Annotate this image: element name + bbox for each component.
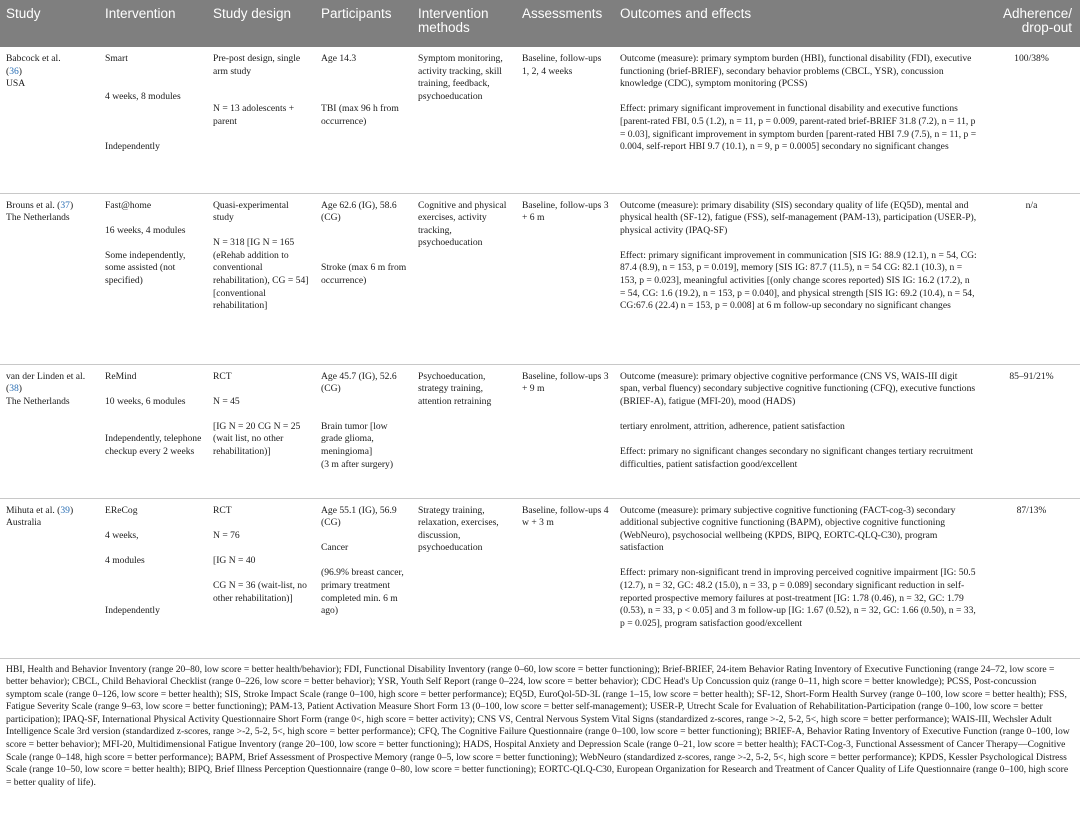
cell-text: [IG N = 40 [213,554,256,566]
outcomes-cell [614,193,982,364]
header-outcomes: Outcomes and effects [620,6,752,21]
cell-text: Effect: primary significant improvement in functional disability and executive functions [parent-rated FBI, 0.5 (1.2), n = 11, p = 0.009, parent-rated brief-BRIEF 31.8 (7.2), n = 11, p = 0.03], significant improvement in symptom burden [parent-rated HBI 7.9 (7.5), n = 11, p = 0.004, self-report HBI 9.7 (10.1), n = 9, p = 0.0005] secondary no significant changes [620,103,977,153]
header-adherence: Adherence/ drop-out [1002,6,1072,36]
cell-text: Age 62.6 (IG), 58.6 (CG) [321,199,397,224]
cell-text: CG N = 36 (wait-list, no other rehabilitation)] [213,580,307,604]
table-row [0,498,1080,658]
table-row [0,47,1080,193]
cell-text: Age 14.3 [321,53,357,64]
assessments-cell: Baseline, follow-ups 4 w + 3 m [516,498,614,658]
cell-text: Outcome (measure): primary objective cognitive performance (CNS VS, WAIS-III digit span, verbal fluency) secondary subjective cognitive functioning (CFQ), executive functions (BRIEF-A), fatigue (MFI-20), mood (HADS) [620,370,976,407]
cell-text: USA [6,78,26,90]
participants-cell [315,498,412,658]
assessments-cell: Baseline, follow-ups 3 + 6 m [516,193,614,364]
cell-text: 4 weeks, [105,529,139,541]
table-footnote: HBI, Health and Behavior Inventory (range 20–80, low score = better health/behavior); FDI, Functional Disability Inventory (range 0–60, low score = better functioning); Brief-BRIEF, 24-item Behavior Rating Inventory of Executive Functioning (range 24–72, low score = better behavior); CBCL, Child Behavioral Checklist (range 0–226, low score = better behavior); YSR, Youth Self Report (range 0–224, low score = better behavior); CDC Head's Up Concussion quiz (range 0–11, high score = better knowledge); PCSS, Post-concussion symptom scale (range 0–126, low score = better health); SIS, Stroke Impact Scale (range 0–100, high score = better performance); EQ5D, EuroQol-5D-3L (range 1–15, low score = better health); SF-12, Short-Form Health Survey (range 0–100, low score = better health); FSS, Fatigue Severity Scale (range 9–63, low score = better functioning); PAM-13, Patient Activation Measure Short Form 13 (0–100, low score = better self-management); USER-P, Utrecht Scale for Evaluation of Rehabilitation-Participation (range 0–100, low score = better participation); IPAQ-SF, International Physical Activity Questionnaire Short Form (range 0<, high score = better activity); CNS VS, Central Nervous System Vital Signs (standardized z-scores, range >-2, 5-2, 5<, high score = better performance); WAIS-III, Wechsler Adult Intelligence Scale 3rd version (standardized z-scores, range >-2, 5-2, 5<, high score = better performance); CFQ, The Cognitive Failure Questionnaire (range 0–100, low score = better functioning); BRIEF-A, Behavior Rating Inventory of Executive Function (range 0–100, low score = better behavior); MFI-20, Multidimensional Fatigue Inventory (range 20–100, low score = better functioning); HADS, Hospital Anxiety and Depression Scale (range 0–21, low score = better health); FACT-Cog-3, Functional Assessment of Cancer Therapy—Cognitive Scale (range 0–148, high score = better performance); BAPM, Brief Assessment of Prospective Memory (range 0–5, low score = better functioning); WebNeuro (standardized z-scores, range >-2, 5-2, 5<, high score = better performance); KPDS, Kessler Psychological Distress Scale (range 10–50, low score = better health); BIPQ, Brief Illness Perception Questionnaire (range 0–80, low score = better functioning); EORTC-QLQ-C30, European Organization for Research and Treatment of Cancer Quality of Life Questionnaire (range 0–100, high score = better quality of life). [6,663,1070,788]
cell-text: 4 modules [105,554,145,566]
cell-text: TBI (max 96 h from occurrence) [321,103,399,127]
cell-text: Outcome (measure): primary disability (SIS) secondary quality of life (EQ5D), mental and physical health (SF-12), fatigue (FSS), self-management (PAM-13), participation (USER-P), physical activity (IPAQ-SF) [620,199,977,236]
cell-text: Outcome (measure): primary subjective cognitive functioning (FACT-cog-3) secondary additional subjective cognitive functioning (BAPM), objective cognitive functioning (WebNeuro), psychosocial wellbeing (KPDS, BIPQ, EORTC-QLQ-C30), program satisfaction [620,504,956,554]
design-cell [207,364,315,498]
design-cell [207,498,315,658]
adherence-cell: 85–91/21% [982,364,1080,498]
intervention-cell [99,47,207,193]
cell-text: Brain tumor [low grade glioma, meningioma] [321,420,388,458]
cell-text: N = 76 [213,529,240,541]
cell-text: ReMind [105,370,137,382]
cell-text: Effect: primary non-significant trend in improving perceived cognitive impairment [IG: 50.5 (12.7), n = 32, GC: 48.2 (15.0), n = 33, p = 0.089] secondary significant reduction in self-reported prospective memory failures at post-treatment [IG: 1.78 (0.46), n = 32, GC: 1.79 (0.53), n = 33, p < 0.05] and 3 m follow-up [IG: 1.67 (0.52), n = 32, GC: 1.66 (0.50), n = 33, p = 0.025], program satisfaction good/excellent [620,567,976,629]
cell-text: Independently, telephone checkup every 2 weeks [105,433,202,458]
cell-text: Babcock et al. [6,53,61,64]
outcomes-cell [614,498,982,658]
study-cell: Brouns et al. (37) The Netherlands [0,193,99,364]
participants-cell [315,193,412,364]
adherence-cell: 87/13% [982,498,1080,658]
assessments-cell: Baseline, follow-ups 3 + 9 m [516,364,614,498]
cell-text: Pre-post design, single arm study [213,53,301,77]
header-study-design: Study design [213,6,292,21]
cell-text: EReCog [105,504,138,516]
cell-text: (3 m after surgery) [321,458,394,470]
cell-text: The Netherlands [6,212,70,224]
table-header-row [0,0,1080,47]
reference-link[interactable]: 38 [9,383,19,395]
methods-cell: Cognitive and physical exercises, activity tracking, psychoeducation [412,193,516,364]
cell-text: 4 weeks, 8 modules [105,90,181,102]
cell-text: 16 weeks, 4 modules [105,224,186,236]
cell-text: Effect: primary no significant changes secondary no significant changes tertiary recruitment difficulties, patient satisfaction good/excellent [620,446,974,470]
cell-text: Effect: primary significant improvement in communication [SIS IG: 88.9 (12.1), n = 54, CG: 87.4 (8.9), n = 153, p = 0.019], memory [SIS IG: 87.7 (11.5), n = 54 CG: 82.1 (10.3), n = 153, p = 0.023], meaningful activities [(only change scores reported) SIS IG: 16.2 (17.2), n = 54, CG: 1.6 (19.2), n = 153, p = 0.040], and physical strength [SIS IG: 69.2 (10.4), n = 54, CG:67.6 (22.4) n = 153, p = 0.008] at 6 m follow-up secondary no significant changes [620,249,977,312]
methods-cell: Symptom monitoring, activity tracking, skill training, feedback, psychoeducation [412,47,516,193]
cell-text: Quasi-experimental study [213,199,289,224]
cell-text: Stroke (max 6 m from occurrence) [321,262,407,287]
participants-cell [315,364,412,498]
participants-cell [315,47,412,193]
intervention-cell [99,364,207,498]
cell-text: Smart [105,53,128,64]
reference-link[interactable]: 39 [60,504,70,516]
cell-text: (96.9% breast cancer, primary treatment completed min. 6 m ago) [321,567,404,617]
header-intervention-methods: Intervention methods [418,6,489,36]
cell-text: tertiary enrolment, attrition, adherence, patient satisfaction [620,420,845,432]
header-study: Study [6,6,41,21]
cell-text: 10 weeks, 6 modules [105,395,186,407]
cell-text: Age 55.1 (IG), 56.9 (CG) [321,504,397,529]
table-row [0,364,1080,498]
cell-text: N = 318 [IG N = 165 (eRehab addition to conventional rehabilitation), CG = 54] [conventional rehabilitation] [213,237,309,312]
cell-text: [IG N = 20 CG N = 25 (wait list, no other rehabilitation)] [213,420,301,458]
adherence-cell: n/a [982,193,1080,364]
cell-text: Fast@home [105,199,152,211]
cell-text: Independently [105,605,160,617]
header-participants: Participants [321,6,392,21]
methods-cell: Strategy training, relaxation, exercises, discussion, psychoeducation [412,498,516,658]
study-cell: Mihuta et al. (39) Australia [0,498,99,658]
study-cell: van der Linden et al. (38) The Netherlands [0,364,99,498]
outcomes-cell [614,364,982,498]
reference-link[interactable]: 36 [9,65,19,77]
header-intervention: Intervention [105,6,176,21]
header-assessments: Assessments [522,6,603,21]
intervention-cell [99,193,207,364]
cell-text: RCT [213,504,232,516]
cell-text: Brouns et al. [6,199,55,211]
cell-text: Outcome (measure): primary symptom burden (HBI), functional disability (FDI), executive functioning (brief-BRIEF), secondary behavior problems (CBCL, YSR), concussion knowledge (CDC), symptom monitoring (PCSS) [620,53,972,90]
cell-text: Australia [6,517,42,529]
cell-text: The Netherlands [6,395,70,407]
intervention-cell [99,498,207,658]
design-cell [207,193,315,364]
adherence-cell: 100/38% [982,47,1080,193]
cell-text: N = 45 [213,395,240,407]
assessments-cell: Baseline, follow-ups 1, 2, 4 weeks [516,47,614,193]
outcomes-cell [614,47,982,193]
study-cell: Babcock et al. (36) USA [0,47,99,193]
cell-text: van der Linden et al. [6,370,86,382]
cell-text: Independently [105,141,160,153]
table-row [0,193,1080,364]
design-cell [207,47,315,193]
cell-text: RCT [213,370,232,382]
reference-link[interactable]: 37 [60,199,70,211]
cell-text: Some independently, some assisted (not specified) [105,249,186,287]
cell-text: Cancer [321,542,349,554]
cell-text: N = 13 adolescents + parent [213,103,295,127]
methods-cell: Psychoeducation, strategy training, attention retraining [412,364,516,498]
cell-text: Mihuta et al. [6,504,55,516]
cell-text: Age 45.7 (IG), 52.6 (CG) [321,370,397,395]
